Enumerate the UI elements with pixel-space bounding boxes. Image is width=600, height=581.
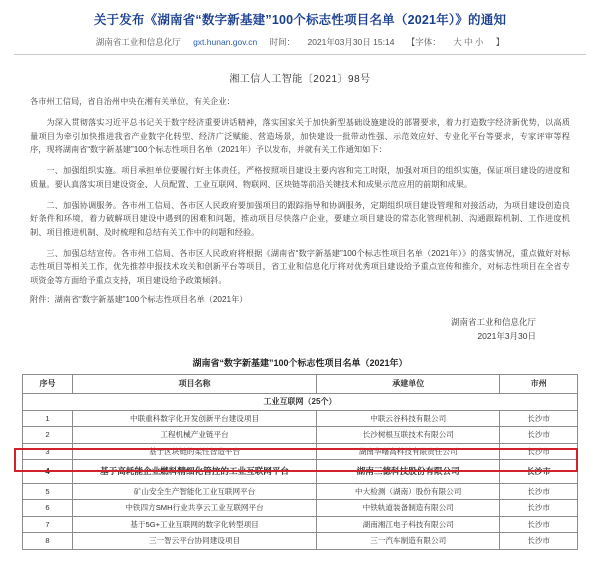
table-header <box>23 374 578 393</box>
row-unit: 湖南湘江电子科技有限公司 <box>317 516 500 532</box>
paragraph-1: 为深入贯彻落实习近平总书记关于数字经济重要讲话精神，落实国家关于加快新型基础设施建设的部署要求，着力打造数字经济新优势，以高质量项目为牵引加快推进我省产业数字化转型、经济广泛赋能、营造场景，加快建设一批带动性强、示范效应好、专业化平台等要求，专家评审等程序，现将湖南省“数字新基建”100个标志性项目名单（2021年）予以发布，并就有关工作通知如下： <box>30 118 570 154</box>
column-header-no: 序号 <box>23 374 73 393</box>
paragraph-2: 一、加强组织实施。项目承担单位要履行好主体责任，严格按照项目建设主要内容和完工时限，加强对项目的组织实施，保证项目建设的进度和质量。要认真落实项目建设资金、人员配置、工业互联网、物联网、区块链等前沿关键技术和成果示范应用的前期和成果。 <box>30 166 570 189</box>
time-value: 2021年03月30日 15:14 <box>307 36 395 47</box>
row-city: 长沙市 <box>500 500 578 516</box>
row-unit: 长沙树根互联技术有限公司 <box>317 427 500 443</box>
row-city: 长沙市 <box>500 483 578 499</box>
signoff <box>30 315 570 344</box>
row-project-name: 基于区块链的柔性智造平台 <box>72 443 316 459</box>
row-unit: 湖南三德科技股份有限公司 <box>317 460 500 484</box>
table-row <box>23 427 578 443</box>
font-size-options[interactable]: 大 中 小 <box>453 36 484 47</box>
row-no: 4 <box>23 460 73 484</box>
table-row <box>23 516 578 532</box>
signoff-org: 湖南省工业和信息化厅 <box>450 316 536 327</box>
attachment-line: 附件：湖南省“数字新基建”100个标志性项目名单（2021年） <box>30 294 248 304</box>
row-no: 5 <box>23 483 73 499</box>
column-header-city: 市州 <box>500 374 578 393</box>
time-label: 时间： <box>269 36 296 47</box>
table-row <box>23 410 578 426</box>
meta-bar <box>0 36 600 54</box>
row-unit: 湖南华曙高科技有限责任公司 <box>317 443 500 459</box>
table-header-row <box>23 374 578 393</box>
row-project-name: 基于高耗能企业燃料精细化管控的工业互联网平台 <box>72 460 316 484</box>
table-body <box>23 393 578 549</box>
table-section-row <box>23 393 578 410</box>
document-number: 湘工信人工智能〔2021〕98号 <box>229 73 371 85</box>
row-city: 长沙市 <box>500 460 578 484</box>
row-project-name: 中联重科数字化开发创新平台建设项目 <box>72 410 316 426</box>
section-label: 工业互联网（25个） <box>23 393 578 410</box>
source-link[interactable]: gxt.hunan.gov.cn <box>193 36 258 47</box>
paragraph-salutation: 各市州工信局，省自治州中央在湘有关单位，有关企业： <box>30 96 235 106</box>
table-row <box>23 533 578 549</box>
document-body <box>0 55 600 344</box>
table-row <box>23 500 578 516</box>
source-label: 湖南省工业和信息化厅 <box>95 36 181 47</box>
paragraph-3: 二、加强协调服务。各市州工信局、各市区人民政府要加强项目的跟踪指导和协调服务，定期组织项目建设管理和对接活动，为项目建设创造良好条件和环境，着力破解项目建设中遇到的困难和问题，推动项目尽快落户企业，要建立项目建设的常态化管理机制、沟通跟踪机制、工作进度机制、项目推进机制、及时梳理和总结有关工作中的问题和经验。 <box>30 201 570 237</box>
font-size-close: 】 <box>495 36 505 47</box>
table-row-highlighted <box>23 460 578 484</box>
row-project-name: 矿山安全生产智能化工业互联网平台 <box>72 483 316 499</box>
signoff-date: 2021年3月30日 <box>477 331 536 342</box>
table-title: 湖南省“数字新基建”100个标志性项目名单（2021年） <box>192 357 408 368</box>
row-city: 长沙市 <box>500 410 578 426</box>
project-list-section <box>22 356 578 550</box>
paragraph-4: 三、加强总结宣传。各市州工信局、各市区人民政府将根据《湖南省“数字新基建”100个标志性项目名单（2021年）》的落实情况，重点做好对标志性项目等相关工作，优先推荐申报技术攻关和创新平台等项目，省工业和信息化厅将对优秀项目建设给予重点宣传和推介，对标志性项目在全省专项资金等方面给予重点支持，项目建设给予政策倾斜。 <box>30 249 570 285</box>
row-no: 1 <box>23 410 73 426</box>
project-table <box>22 374 578 550</box>
row-no: 8 <box>23 533 73 549</box>
column-header-unit: 承建单位 <box>317 374 500 393</box>
table-row <box>23 483 578 499</box>
table-row <box>23 443 578 459</box>
row-city: 长沙市 <box>500 533 578 549</box>
row-no: 3 <box>23 443 73 459</box>
row-project-name: 三一智云平台协同建设项目 <box>72 533 316 549</box>
row-project-name: 中铁四方SMH行业共享云工业互联网平台 <box>72 500 316 516</box>
row-city: 长沙市 <box>500 427 578 443</box>
row-unit: 中铁轨道装备制造有限公司 <box>317 500 500 516</box>
row-unit: 三一汽车制造有限公司 <box>317 533 500 549</box>
row-no: 2 <box>23 427 73 443</box>
row-unit: 中联云谷科技有限公司 <box>317 410 500 426</box>
row-project-name: 工程机械产业链平台 <box>72 427 316 443</box>
column-header-name: 项目名称 <box>72 374 316 393</box>
row-city: 长沙市 <box>500 516 578 532</box>
row-no: 6 <box>23 500 73 516</box>
row-no: 7 <box>23 516 73 532</box>
row-project-name: 基于5G+工业互联网的数字化转型项目 <box>72 516 316 532</box>
page-title: 关于发布《湖南省“数字新基建”100个标志性项目名单（2021年）》的通知 <box>93 13 507 27</box>
row-city: 长沙市 <box>500 443 578 459</box>
row-unit: 中大检测（湖南）股份有限公司 <box>317 483 500 499</box>
font-size-label: 【字体： <box>406 36 441 47</box>
